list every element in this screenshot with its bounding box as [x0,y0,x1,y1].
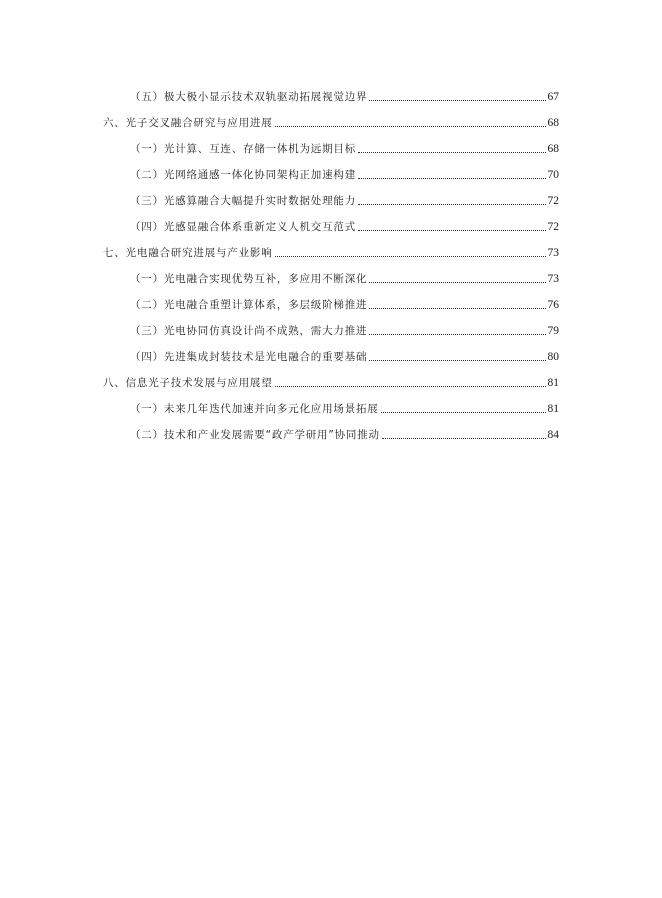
toc-entry-title: （二）技术和产业发展需要“政产学研用”协同推动 [130,429,380,441]
toc-entry-title: （四）先进集成封装技术是光电融合的重要基础 [130,351,368,363]
toc-entry[interactable] [130,214,559,234]
toc-page-number: 67 [547,91,559,103]
toc-dot-leader [369,360,545,361]
toc-dot-leader [369,282,545,283]
toc-entry-title: 七、光电融合研究进展与产业影响 [103,247,273,259]
toc-entry[interactable] [103,240,559,260]
toc-page-number: 80 [547,351,559,363]
toc-entry[interactable] [130,136,559,156]
toc-entry[interactable] [103,110,559,130]
toc-dot-leader [358,152,546,153]
toc-entry-title: （二）光电融合重塑计算体系，多层级阶梯推进 [130,299,368,311]
toc-dot-leader [358,178,546,179]
toc-dot-leader [358,230,546,231]
toc-entry[interactable] [130,292,559,312]
toc-entry-title: （一）光电融合实现优势互补，多应用不断深化 [130,273,368,285]
toc-page-number: 84 [547,429,559,441]
toc-page-number: 79 [547,325,559,337]
toc-page-number: 76 [547,299,559,311]
toc-entry[interactable] [130,422,559,442]
toc-entry[interactable] [130,162,559,182]
toc-dot-leader [369,100,545,101]
toc-entry[interactable] [103,370,559,390]
toc-entry[interactable] [130,266,559,286]
toc-page-number: 81 [547,377,559,389]
toc-entry-title: （一）光计算、互连、存储一体机为远期目标 [130,143,356,155]
toc-entry-title: （二）光网络通感一体化协同架构正加速构建 [130,169,356,181]
toc-entry-title: （一）未来几年迭代加速并向多元化应用场景拓展 [130,403,379,415]
toc-page-number: 73 [547,247,559,259]
toc-dot-leader [369,334,545,335]
toc-entry-title: 八、信息光子技术发展与应用展望 [103,377,273,389]
toc-dot-leader [275,386,546,387]
toc-entry[interactable] [130,344,559,364]
toc-dot-leader [382,438,546,439]
toc-page-number: 68 [547,117,559,129]
toc-page-number: 72 [547,221,559,233]
toc-entry[interactable] [130,396,559,416]
toc-dot-leader [369,308,545,309]
toc-entry-title: （三）光感算融合大幅提升实时数据处理能力 [130,195,356,207]
toc-page-number: 70 [547,169,559,181]
toc-entry-title: 六、光子交叉融合研究与应用进展 [103,117,273,129]
toc-entry-title: （三）光电协同仿真设计尚不成熟，需大力推进 [130,325,368,337]
toc-dot-leader [275,256,546,257]
toc-entry[interactable] [130,188,559,208]
toc-dot-leader [358,204,546,205]
toc-entry[interactable] [130,318,559,338]
toc-dot-leader [275,126,546,127]
toc-dot-leader [381,412,546,413]
toc-page-number: 72 [547,195,559,207]
toc-entry-title: （四）光感显融合体系重新定义人机交互范式 [130,221,356,233]
toc-page-number: 68 [547,143,559,155]
toc-entry[interactable] [130,84,559,104]
toc-entry-title: （五）极大极小显示技术双轨驱动拓展视觉边界 [130,91,368,103]
toc-page-number: 81 [547,403,559,415]
toc-page-number: 73 [547,273,559,285]
